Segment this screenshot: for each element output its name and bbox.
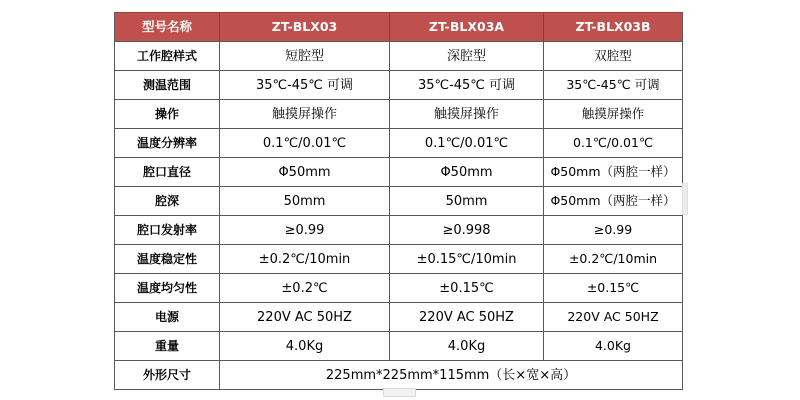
value-cell: 220V AC 50HZ	[390, 303, 544, 332]
row-label-cell: 温度稳定性	[115, 245, 220, 274]
row-label-cell: 腔深	[115, 187, 220, 216]
row-label-cell: 外形尺寸	[115, 361, 220, 390]
table-row-temp-range	[115, 71, 683, 100]
spec-table	[114, 12, 683, 390]
value-cell: Φ50mm（两腔一样）	[544, 158, 683, 187]
value-cell: 短腔型	[220, 42, 390, 71]
row-label-cell: 腔口发射率	[115, 216, 220, 245]
row-label-cell: 腔口直径	[115, 158, 220, 187]
value-cell: Φ50mm（两腔一样）	[544, 187, 683, 216]
value-cell: ±0.2℃	[220, 274, 390, 303]
header-cell-zt-blx03a: ZT-BLX03A	[390, 13, 544, 42]
row-label-cell: 工作腔样式	[115, 42, 220, 71]
value-cell: 0.1℃/0.01℃	[390, 129, 544, 158]
value-cell: 4.0Kg	[390, 332, 544, 361]
value-cell: 35℃-45℃ 可调	[220, 71, 390, 100]
value-cell: 35℃-45℃ 可调	[544, 71, 683, 100]
horizontal-scrollbar-thumb[interactable]	[383, 388, 416, 397]
row-label-cell: 电源	[115, 303, 220, 332]
value-cell: 4.0Kg	[220, 332, 390, 361]
row-label-cell: 操作	[115, 100, 220, 129]
table-row-power-supply	[115, 303, 683, 332]
value-cell: Φ50mm	[390, 158, 544, 187]
value-cell: ±0.15℃/10min	[390, 245, 544, 274]
table-row-cavity-style	[115, 42, 683, 71]
value-cell: ≥0.99	[220, 216, 390, 245]
header-cell-zt-blx03: ZT-BLX03	[220, 13, 390, 42]
row-label-cell: 重量	[115, 332, 220, 361]
row-label-cell: 测温范围	[115, 71, 220, 100]
row-label-cell: 温度均匀性	[115, 274, 220, 303]
table-row-cavity-depth	[115, 187, 683, 216]
value-cell: ≥0.99	[544, 216, 683, 245]
row-label-cell: 温度分辨率	[115, 129, 220, 158]
value-cell: 触摸屏操作	[390, 100, 544, 129]
value-cell: Φ50mm	[220, 158, 390, 187]
table-row-emissivity	[115, 216, 683, 245]
table-row-operation	[115, 100, 683, 129]
value-cell: ≥0.998	[390, 216, 544, 245]
value-cell: 深腔型	[390, 42, 544, 71]
value-cell: 50mm	[220, 187, 390, 216]
table-row-cavity-diameter	[115, 158, 683, 187]
value-cell: 220V AC 50HZ	[544, 303, 683, 332]
table-row-temp-resolution	[115, 129, 683, 158]
header-cell-model-name: 型号名称	[115, 13, 220, 42]
value-cell: 双腔型	[544, 42, 683, 71]
value-cell: ±0.15℃	[390, 274, 544, 303]
table-row-temp-uniformity	[115, 274, 683, 303]
value-cell: 0.1℃/0.01℃	[544, 129, 683, 158]
header-cell-zt-blx03b: ZT-BLX03B	[544, 13, 683, 42]
value-cell: 0.1℃/0.01℃	[220, 129, 390, 158]
value-cell: 触摸屏操作	[544, 100, 683, 129]
value-cell: 35℃-45℃ 可调	[390, 71, 544, 100]
vertical-scrollbar-thumb[interactable]	[682, 183, 688, 215]
value-cell: ±0.15℃	[544, 274, 683, 303]
merged-value-cell: 225mm*225mm*115mm（长×宽×高）	[220, 361, 683, 390]
table-header-row	[115, 13, 683, 42]
value-cell: 4.0Kg	[544, 332, 683, 361]
table-row-weight	[115, 332, 683, 361]
value-cell: ±0.2℃/10min	[220, 245, 390, 274]
table-row-outer-dimensions	[115, 361, 683, 390]
value-cell: ±0.2℃/10min	[544, 245, 683, 274]
value-cell: 触摸屏操作	[220, 100, 390, 129]
value-cell: 220V AC 50HZ	[220, 303, 390, 332]
value-cell: 50mm	[390, 187, 544, 216]
table-row-temp-stability	[115, 245, 683, 274]
